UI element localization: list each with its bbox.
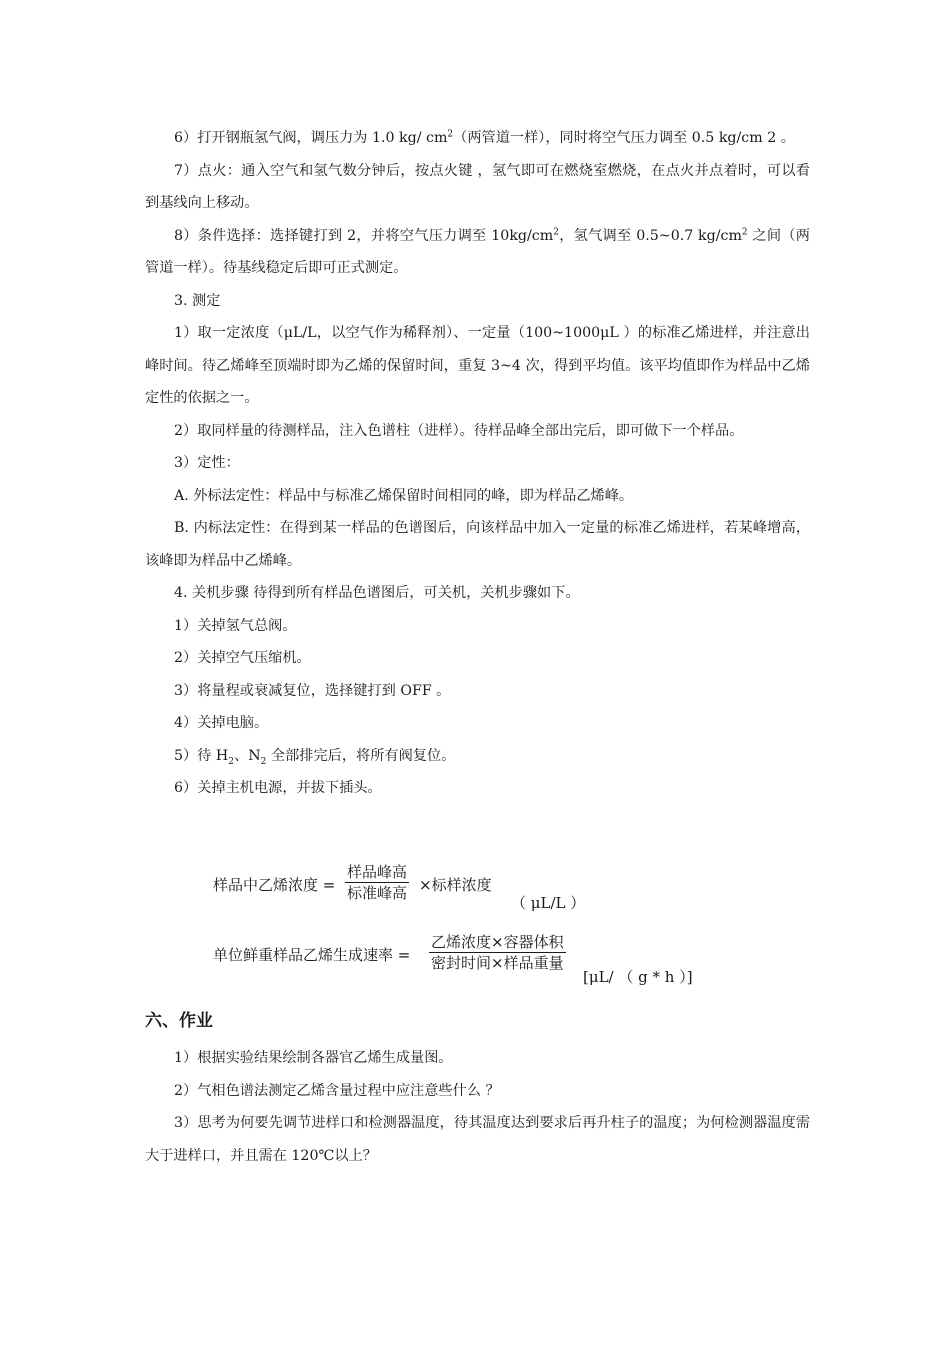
formula2-fraction [429, 932, 566, 973]
paragraph-shutdown-2: 2）关掉空气压缩机。 [174, 650, 311, 666]
formula-ethylene-concentration [213, 863, 833, 916]
paragraph-shutdown-6: 6）关掉主机电源，并拔下插头。 [174, 780, 382, 796]
procedure-text [145, 122, 810, 805]
section-heading-homework: 六、作业 [145, 1011, 213, 1031]
paragraph-measure-3: 3）定性： [174, 455, 240, 471]
formula1-unit: （ μL/L ） [511, 894, 586, 912]
paragraph-step-6: 6）打开钢瓶氢气阀，调压力为 1.0 kg/ $cm^2$（两管道一样），同时将空气压力调至 0.5 kg/cm 2 。 [174, 129, 795, 146]
formula2-denominator: 密封时间×样品重量 [431, 954, 564, 972]
formula1-numerator: 样品峰高 [347, 863, 408, 881]
homework-question-2: 2）气相色谱法测定乙烯含量过程中应注意些什么 ？ [174, 1082, 500, 1099]
paragraph-measure-1: 1）取一定浓度（μL/L，以空气作为稀释剂）、一定量（100~1000μL ）的标准乙烯进样，并注意出峰时间。待乙烯峰至顶端时即为乙烯的保留时间，重复 3~4 次，得到平均值。该平均值即作为样品中乙烯定性的依据之一。 [145, 325, 810, 406]
section-shutdown-title: 4. 关机步骤 待得到所有样品色谱图后，可关机，关机步骤如下。 [174, 585, 580, 601]
paragraph-shutdown-5: 5）待 $H_2$、$N_2$ 全部排完后，将所有阀复位。 [174, 747, 456, 767]
formula-ethylene-rate [213, 933, 833, 996]
paragraph-shutdown-4: 4）关掉电脑。 [174, 715, 269, 731]
formula1-denominator: 标准峰高 [347, 884, 408, 902]
homework-list [145, 1042, 810, 1172]
paragraph-measure-2: 2）取同样量的待测样品，注入色谱柱（进样）。待样品峰全部出完后，即可做下一个样品。 [174, 422, 744, 439]
paragraph-shutdown-1: 1）关掉氢气总阀。 [174, 617, 297, 634]
homework-question-1: 1）根据实验结果绘制各器官乙烯生成量图。 [174, 1050, 453, 1066]
paragraph-step-7: 7）点火：通入空气和氢气数分钟后，按点火键 ，氢气即可在燃烧室燃烧，在点火并点着时，可以看到基线向上移动。 [145, 162, 810, 211]
paragraph-measure-a: A. 外标法定性：样品中与标准乙烯保留时间相同的峰，即为样品乙烯峰。 [174, 487, 634, 504]
paragraph-measure-b: B. 内标法定性：在得到某一样品的色谱图后，向该样品中加入一定量的标准乙烯进样，若某峰增高，该峰即为样品中乙烯峰。 [145, 520, 810, 569]
formula1-fraction [345, 862, 409, 903]
formula1-label: 样品中乙烯浓度 = [213, 876, 336, 894]
formula1-multiplier: ×标样浓度 [419, 876, 492, 894]
formula2-unit: [μL/ （ g * h ）] [583, 968, 693, 986]
paragraph-step-8: 8）条件选择：选择键打到 2，并将空气压力调至 $10kg/cm^2$，氢气调至 0.5~0.7 $kg/cm^2$ 之间（两管道一样）。待基线稳定后即可正式测定。 [145, 226, 810, 276]
section-measure-title: 3. 测定 [174, 292, 221, 309]
paragraph-shutdown-3: 3）将量程或衰减复位，选择键打到 OFF 。 [174, 682, 451, 699]
formula2-numerator: 乙烯浓度×容器体积 [431, 933, 564, 951]
homework-question-3: 3）思考为何要先调节进样口和检测器温度，待其温度达到要求后再升柱子的温度；为何检测器温度需大于进样口，并且需在 120℃以上？ [145, 1115, 810, 1164]
formula2-label: 单位鲜重样品乙烯生成速率 = [213, 946, 411, 964]
